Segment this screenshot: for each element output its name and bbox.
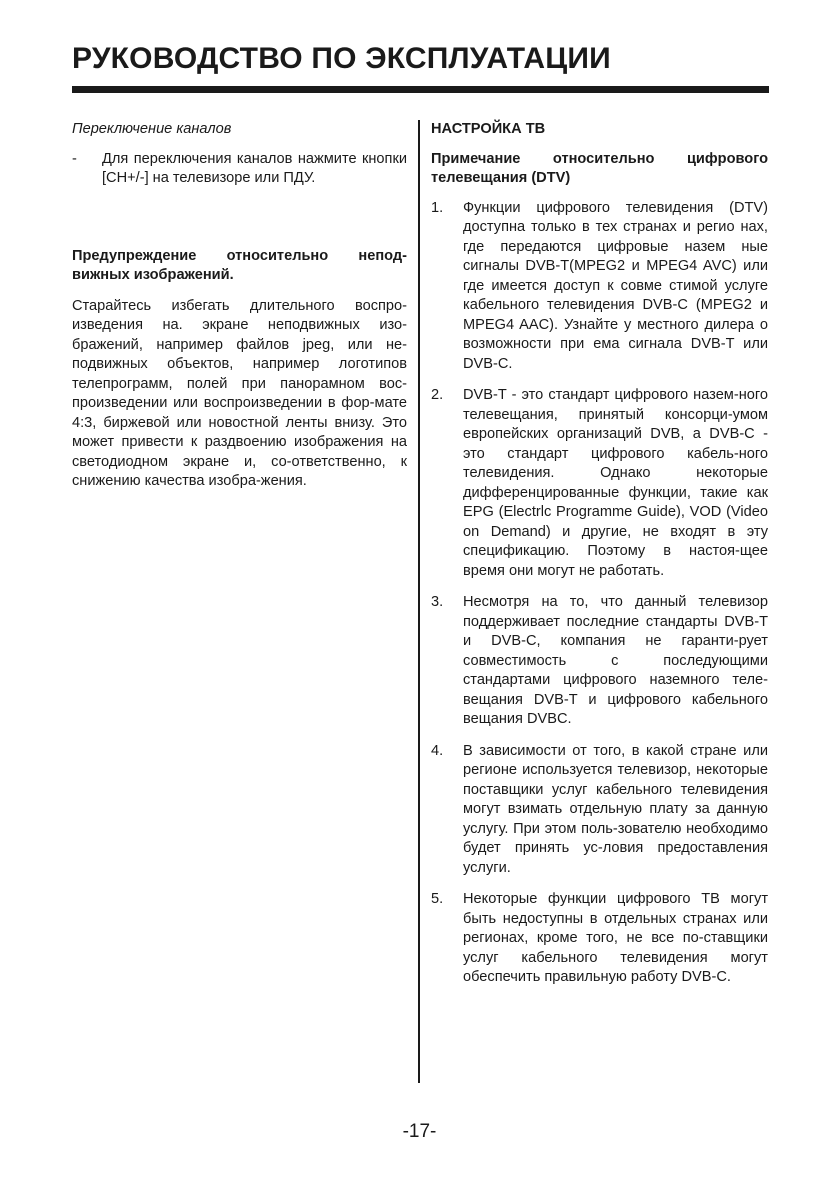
list-item-text: Функции цифрового телевидения (DTV) доступна только в тех странах и регио нах, где передаются цифровые назем ные сигналы DVB-T(MPEG2 и MPEG4 AVC) или где имеется доступ к совме стимой услуге кабельного телевидения DVB-C (MPEG2 и MPEG4 AAC). Узнайте у местного дилера о возможности при ема сигнала DVB-T или DVB-C. [463, 199, 768, 372]
page-number: -17- [402, 1121, 437, 1142]
list-item [431, 742, 768, 879]
dtv-note-list [431, 199, 768, 988]
list-item-text: Несмотря на то, что данный телевизор поддерживает последние стандарты DVB-T и DVB-C, компания не гаранти-рует совместимость с последующими стандартами цифрового наземного теле-вещания DVB-T и цифрового кабельного вещания DVBC. [463, 594, 768, 727]
still-image-warning-heading: Предупреждение относительно непод-вижных изображений. [72, 247, 407, 283]
channel-switch-heading: Переключение каналов [72, 121, 232, 137]
list-item-text: DVB-T - это стандарт цифрового назем-ного телевещания, принятый консорци-умом европейских организаций DVB, а DVB-C - это стандарт цифрового кабель-ного телевидения. Однако некоторые дифференцированные функции, такие как EPG (Electrlc Programme Guide), VOD (Video on Demand) и другие, не входят в эту спецификацию. Поэтому в настоя-щее время они могут не работать. [463, 387, 768, 579]
tv-setup-heading: НАСТРОЙКА ТВ [431, 121, 546, 137]
still-image-warning-text: Старайтесь избегать длительного воспро-изведения на. экране неподвижных изо-бражений, например файлов jpeg, или не-подвижных объектов, например логотипов телепрограмм, полей при панорамном вос-произведении или воспроизведении в фор-мате 4:3, биржевой или новостной ленты внизу. Это может привести к раздвоению изображения на светодиодном экране и, со-ответственно, к снижению качества изобра-жения. [72, 297, 407, 489]
list-item [431, 386, 768, 581]
list-item [431, 890, 768, 988]
list-item-number: 4. [431, 742, 444, 759]
list-item-number: 2. [431, 387, 444, 403]
title-underline [72, 86, 769, 93]
left-column [72, 120, 407, 492]
dash-marker: - [72, 150, 77, 167]
page-title: РУКОВОДСТВО ПО ЭКСПЛУАТАЦИИ [72, 42, 611, 75]
list-item-text: В зависимости от того, в какой стране или регионе используется телевизор, некоторые поставщики услуг кабельного телевидения могут взимать отдельную плату за данную услугу. При этом поль-зователю необходимо будет принять ус-ловия предоставления услуги. [463, 742, 768, 876]
right-column [431, 120, 768, 1000]
dtv-note-heading: Примечание относительно цифрового телевещания (DTV) [431, 150, 768, 186]
list-item [431, 199, 768, 375]
list-item-number: 1. [431, 199, 444, 216]
list-item [431, 593, 768, 730]
list-item-text: Некоторые функции цифрового ТВ могут быть недоступны в отдельных странах или регионах, кроме того, не все по-ставщики услуг кабельного телевидения могут обеспечить правильную работу DVB-C. [463, 891, 768, 985]
channel-switch-text: Для переключения каналов нажмите кнопки [CH+/-] на телевизоре или ПДУ. [102, 150, 407, 186]
channel-switch-item [72, 150, 407, 189]
column-divider [418, 120, 420, 1083]
list-item-number: 5. [431, 891, 444, 907]
list-item-number: 3. [431, 594, 444, 610]
